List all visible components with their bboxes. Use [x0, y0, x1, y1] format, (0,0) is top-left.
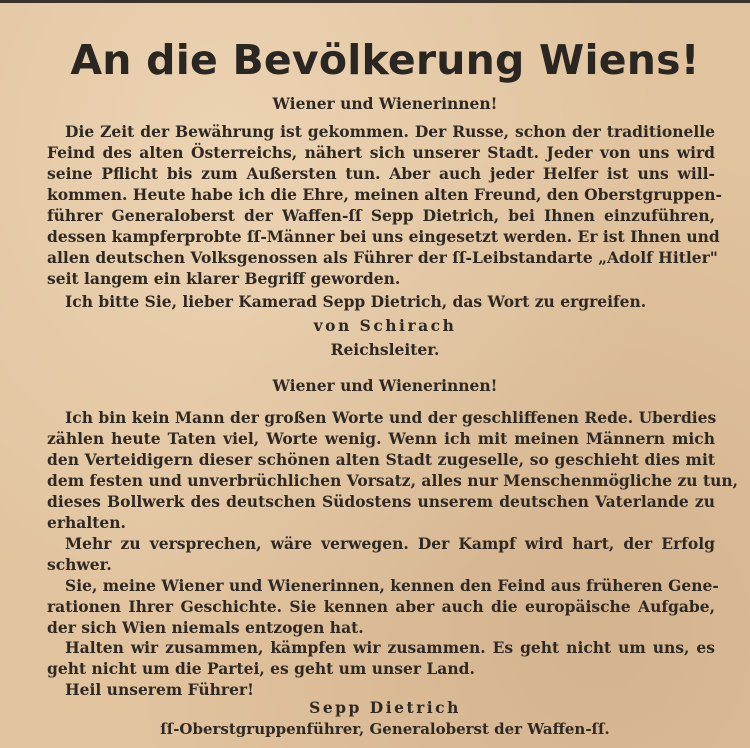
headline: An die Bevölkerung Wiens!	[70, 36, 700, 84]
body-line: seit langem ein klarer Begriff geworden.	[47, 269, 401, 288]
top-rule	[0, 0, 750, 3]
salutation-dietrich: Wiener und Wienerinnen!	[272, 376, 498, 395]
body-line: kommen. Heute habe ich die Ehre, meinen alten Freund, den Oberstgruppen-	[47, 185, 722, 204]
body-line: rationen Ihrer Geschichte. Sie kennen aber auch die europäische Aufgabe,	[47, 597, 715, 616]
body-line: führer Generaloberst der Waffen-ſſ Sepp Dietrich, bei Ihnen einzuführen,	[47, 206, 715, 225]
signature-name-dietrich: Sepp Dietrich	[309, 698, 461, 717]
body-line: Halten wir zusammen, kämpfen wir zusammen. Es geht nicht um uns, es	[65, 638, 715, 657]
body-line: zählen heute Taten viel, Worte wenig. Wenn ich mit meinen Männern mich	[47, 429, 715, 448]
body-line: den Verteidigern dieser schönen alten Stadt zugeselle, so geschieht dies mit	[47, 450, 715, 469]
body-line: dieses Bollwerk des deutschen Südostens unserem deutschen Vaterlande zu	[47, 492, 715, 511]
body-line: geht nicht um die Partei, es geht um unser Land.	[47, 659, 475, 678]
closing-line: Ich bitte Sie, lieber Kamerad Sepp Dietrich, das Wort zu ergreifen.	[65, 292, 647, 311]
body-line: Mehr zu versprechen, wäre verwegen. Der Kampf wird hart, der Erfolg	[65, 534, 715, 553]
body-line: Die Zeit der Bewährung ist gekommen. Der Russe, schon der traditionelle	[65, 122, 715, 141]
body-line: seine Pflicht bis zum Außersten tun. Aber auch jeder Helfer ist uns will-	[47, 164, 715, 183]
salutation-schirach: Wiener und Wienerinnen!	[272, 94, 498, 113]
signature-title-dietrich: ſſ-Oberstgruppenführer, Generaloberst der Waffen-ſſ.	[160, 720, 610, 738]
body-line: der sich Wien niemals entzogen hat.	[47, 618, 364, 637]
body-line: Ich bin kein Mann der großen Worte und der geschliffenen Rede. Uberdies	[65, 408, 717, 427]
signature-name-schirach: von Schirach	[313, 316, 457, 335]
body-line: dessen kampferprobte ſſ-Männer bei uns eingesetzt werden. Er ist Ihnen und	[47, 227, 720, 246]
body-line: Heil unserem Führer!	[65, 680, 254, 699]
body-line: schwer.	[47, 555, 112, 574]
body-line: erhalten.	[47, 513, 126, 532]
body-line: dem festen und unverbrüchlichen Vorsatz, alles nur Menschenmögliche zu tun,	[47, 471, 739, 490]
body-line: Feind des alten Österreichs, nähert sich unserer Stadt. Jeder von uns wird	[47, 143, 715, 162]
body-line: allen deutschen Volksgenossen als Führer der ſſ-Leibstandarte „Adolf Hitler"	[47, 248, 718, 267]
body-line: Sie, meine Wiener und Wienerinnen, kennen den Feind aus früheren Gene-	[65, 576, 719, 595]
signature-title-schirach: Reichsleiter.	[330, 340, 440, 359]
